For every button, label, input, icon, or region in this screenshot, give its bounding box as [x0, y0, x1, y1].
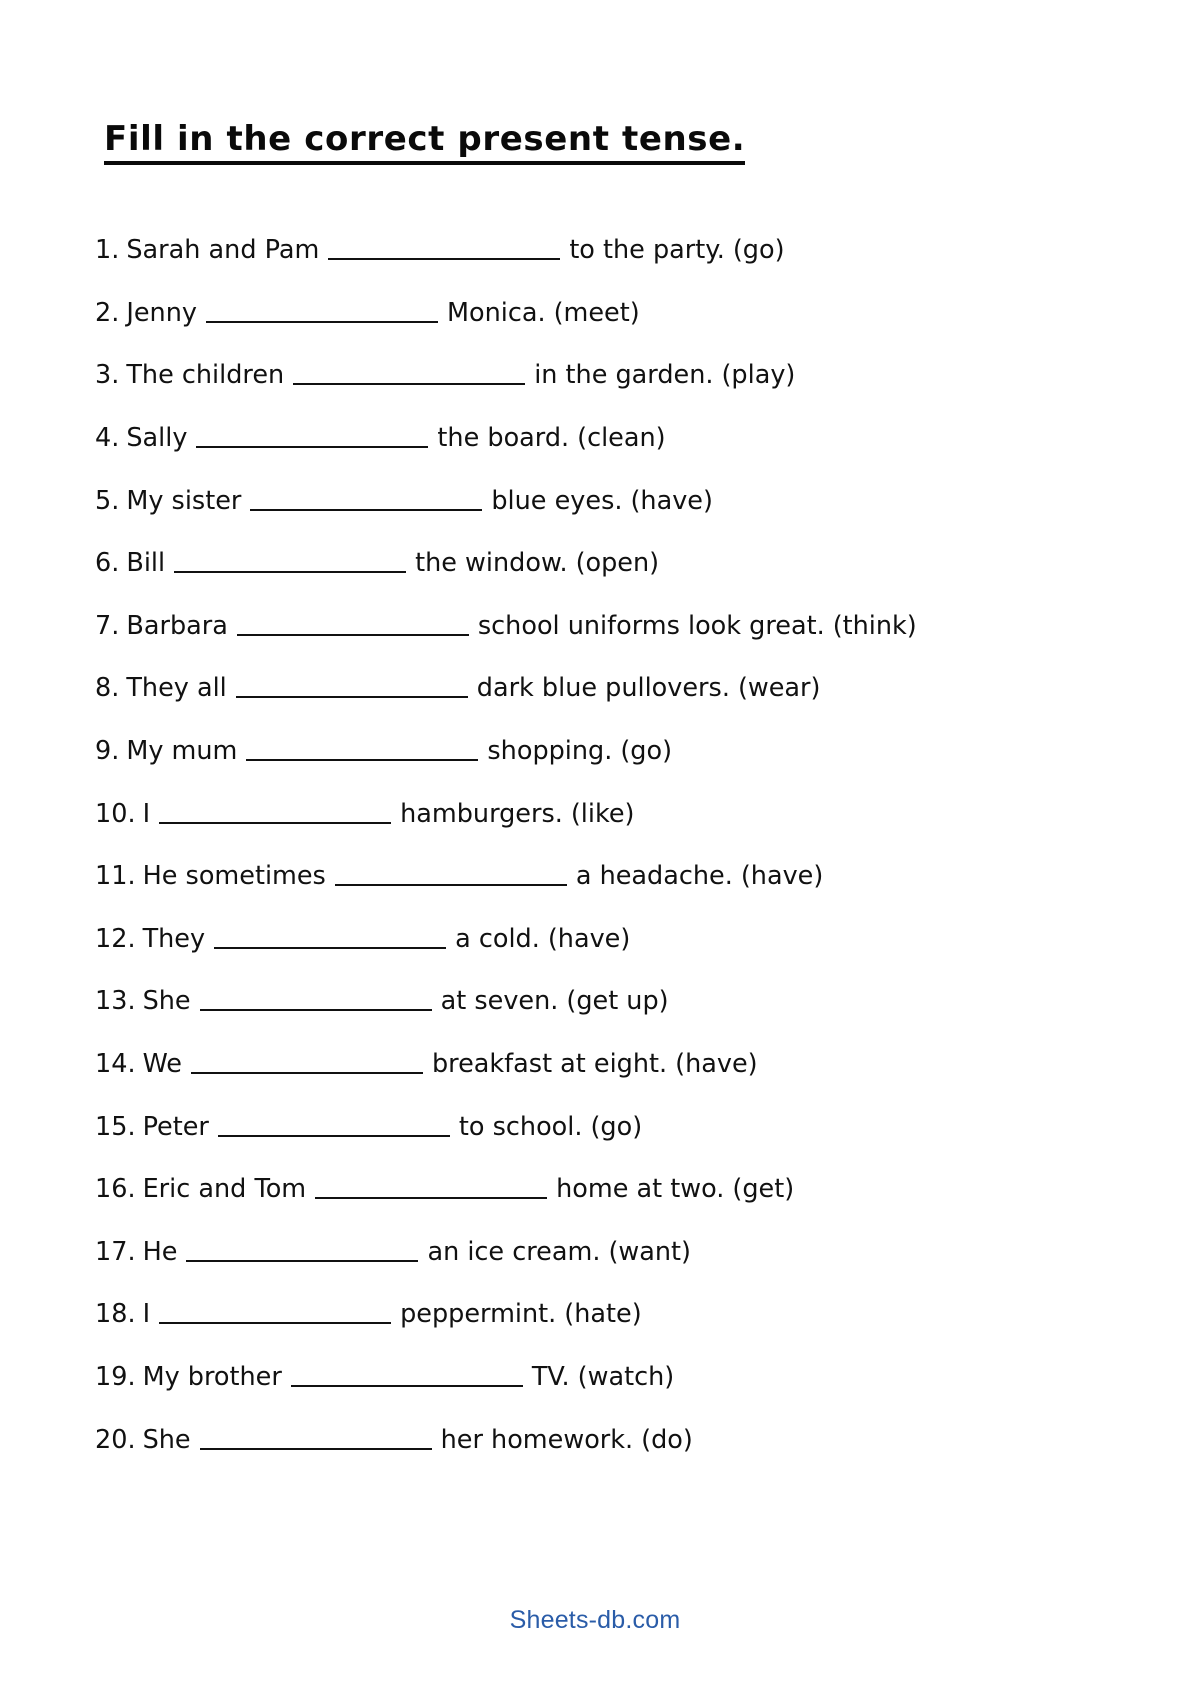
page-title-text: Fill in the correct present tense. — [104, 122, 745, 165]
question-row — [95, 1359, 1095, 1422]
question-verb-hint: (like) — [570, 798, 635, 829]
question-verb-hint: (play) — [721, 360, 796, 391]
page-title — [104, 119, 746, 165]
question-text-before-blank: He — [142, 1236, 178, 1267]
answer-blank[interactable] — [218, 1110, 450, 1136]
answer-blank[interactable] — [246, 735, 478, 761]
question-text-before-blank: We — [142, 1048, 182, 1079]
question-number: 10. — [95, 798, 136, 829]
question-verb-hint: (open) — [575, 548, 660, 579]
question-number: 11. — [95, 861, 136, 892]
question-number: 1. — [95, 235, 120, 266]
answer-blank[interactable] — [159, 797, 391, 823]
question-text-after-blank: TV. — [531, 1361, 570, 1392]
question-row — [95, 670, 1095, 733]
question-number: 13. — [95, 986, 136, 1017]
question-row — [95, 1234, 1095, 1297]
question-verb-hint: (think) — [832, 610, 917, 641]
question-row — [95, 733, 1095, 796]
question-row — [95, 1046, 1095, 1109]
question-verb-hint: (have) — [675, 1048, 758, 1079]
question-text-before-blank: Sally — [126, 423, 188, 453]
footer-website-link[interactable]: Sheets-db.com — [509, 1606, 681, 1634]
question-verb-hint: (do) — [641, 1424, 693, 1455]
question-text-after-blank: school uniforms look great. — [477, 610, 825, 641]
question-row — [95, 357, 1095, 420]
question-text-before-blank: She — [142, 1424, 191, 1455]
question-number: 7. — [95, 610, 120, 641]
answer-blank[interactable] — [250, 484, 482, 510]
answer-blank[interactable] — [159, 1298, 391, 1324]
question-text-after-blank: a cold. — [455, 923, 540, 954]
question-row — [95, 545, 1095, 608]
question-text-after-blank: to the party. — [569, 235, 725, 266]
question-text-after-blank: at seven. — [440, 986, 559, 1017]
question-verb-hint: (have) — [547, 923, 631, 954]
question-verb-hint: (watch) — [577, 1361, 675, 1392]
question-verb-hint: (hate) — [564, 1299, 642, 1330]
question-text-after-blank: in the garden. — [534, 360, 714, 391]
question-text-before-blank: Sarah and Pam — [126, 235, 320, 266]
question-verb-hint: (get) — [732, 1174, 795, 1205]
question-verb-hint: (meet) — [553, 297, 640, 328]
answer-blank[interactable] — [186, 1236, 418, 1262]
question-text-after-blank: breakfast at eight. — [431, 1048, 668, 1079]
question-verb-hint: (have) — [740, 861, 824, 892]
question-number: 20. — [95, 1424, 136, 1455]
question-row — [95, 232, 1095, 295]
question-row — [95, 1171, 1095, 1234]
question-text-after-blank: shopping. — [487, 735, 613, 766]
question-verb-hint: (wear) — [737, 673, 821, 704]
answer-blank[interactable] — [236, 672, 468, 698]
question-text-after-blank: the window. — [415, 548, 568, 579]
question-text-before-blank: I — [142, 1299, 151, 1330]
question-row — [95, 295, 1095, 358]
question-number: 5. — [95, 485, 120, 516]
question-number: 6. — [95, 548, 120, 579]
question-number: 18. — [95, 1299, 136, 1330]
question-number: 17. — [95, 1236, 136, 1267]
question-verb-hint: (go) — [732, 235, 785, 266]
question-number: 3. — [95, 360, 120, 391]
answer-blank[interactable] — [315, 1173, 547, 1199]
answer-blank[interactable] — [214, 923, 446, 949]
question-text-before-blank: She — [142, 986, 191, 1017]
question-number: 12. — [95, 923, 136, 954]
question-text-before-blank: They all — [126, 673, 227, 704]
question-text-before-blank: Barbara — [126, 610, 228, 641]
question-verb-hint: (clean) — [577, 423, 666, 453]
question-number: 2. — [95, 297, 120, 328]
question-text-after-blank: the board. — [437, 423, 570, 453]
question-row — [95, 1108, 1095, 1171]
answer-blank[interactable] — [174, 547, 406, 573]
question-text-after-blank: her homework. — [440, 1424, 634, 1455]
question-number: 8. — [95, 673, 120, 704]
answer-blank[interactable] — [291, 1361, 523, 1387]
question-row — [95, 1421, 1095, 1484]
question-text-after-blank: blue eyes. — [491, 485, 623, 516]
question-text-after-blank: Monica. — [446, 297, 546, 328]
question-row — [95, 795, 1095, 858]
question-text-after-blank: dark blue pullovers. — [476, 673, 730, 704]
question-number: 14. — [95, 1048, 136, 1079]
answer-blank[interactable] — [328, 234, 560, 260]
question-verb-hint: (go) — [590, 1111, 643, 1142]
question-row — [95, 1296, 1095, 1359]
question-text-before-blank: Peter — [142, 1111, 209, 1142]
question-list — [95, 232, 1095, 1484]
question-row — [95, 858, 1095, 921]
question-number: 16. — [95, 1174, 136, 1205]
question-text-after-blank: hamburgers. — [400, 798, 563, 829]
question-verb-hint: (go) — [620, 735, 673, 766]
question-text-after-blank: an ice cream. — [427, 1236, 601, 1267]
answer-blank[interactable] — [200, 985, 432, 1011]
question-row — [95, 420, 1095, 483]
question-text-before-blank: I — [142, 798, 151, 829]
question-text-after-blank: home at two. — [556, 1174, 725, 1205]
question-text-after-blank: a headache. — [575, 861, 733, 892]
question-text-before-blank: He sometimes — [142, 861, 326, 892]
question-text-before-blank: My brother — [142, 1361, 282, 1392]
question-verb-hint: (have) — [630, 485, 713, 516]
question-text-before-blank: My mum — [126, 735, 238, 766]
question-verb-hint: (want) — [608, 1236, 691, 1267]
answer-blank[interactable] — [293, 359, 525, 385]
answer-blank[interactable] — [237, 610, 469, 636]
question-text-before-blank: Jenny — [126, 297, 197, 328]
question-text-after-blank: peppermint. — [400, 1299, 557, 1330]
question-text-before-blank: The children — [126, 360, 285, 391]
answer-blank[interactable] — [335, 860, 567, 886]
question-row — [95, 921, 1095, 984]
answer-blank[interactable] — [200, 1423, 432, 1449]
answer-blank[interactable] — [196, 422, 428, 448]
question-number: 15. — [95, 1111, 136, 1142]
question-text-after-blank: to school. — [458, 1111, 583, 1142]
question-verb-hint: (get up) — [566, 986, 669, 1017]
question-text-before-blank: My sister — [126, 485, 242, 516]
answer-blank[interactable] — [206, 297, 438, 323]
question-row — [95, 482, 1095, 545]
question-row — [95, 983, 1095, 1046]
question-row — [95, 608, 1095, 671]
footer — [0, 1606, 1190, 1635]
question-text-before-blank: Bill — [126, 548, 166, 579]
question-text-before-blank: Eric and Tom — [142, 1174, 307, 1205]
question-number: 9. — [95, 735, 120, 766]
answer-blank[interactable] — [191, 1048, 423, 1074]
question-number: 19. — [95, 1361, 136, 1392]
question-text-before-blank: They — [142, 923, 206, 954]
question-number: 4. — [95, 423, 120, 453]
